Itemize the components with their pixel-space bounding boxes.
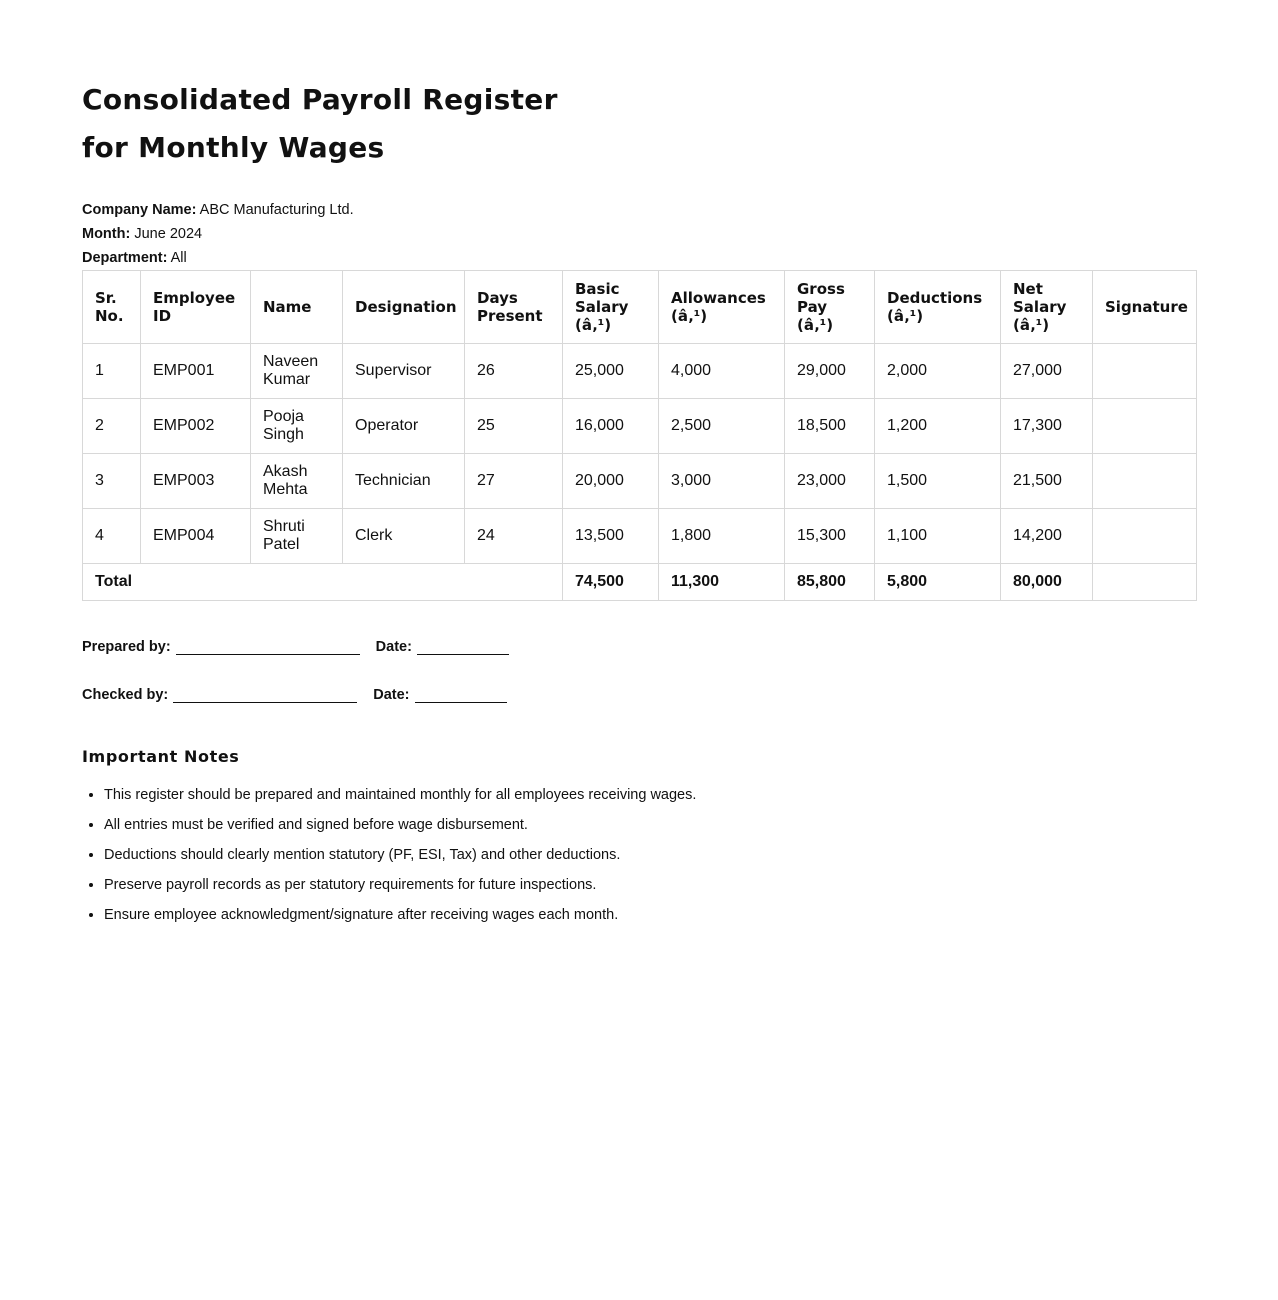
header-label: Days Present bbox=[477, 289, 543, 325]
cell-basic-salary: 13,500 bbox=[563, 509, 659, 564]
document-meta bbox=[82, 198, 1196, 270]
table-header-row bbox=[83, 271, 1197, 344]
cell-deductions: 2,000 bbox=[875, 344, 1001, 399]
company-label: Company Name: bbox=[82, 202, 197, 218]
cell-sr-no: 1 bbox=[83, 344, 141, 399]
total-gross: 85,800 bbox=[785, 564, 875, 601]
month-row bbox=[82, 222, 1196, 246]
company-row bbox=[82, 198, 1196, 222]
prepared-by-signature-line[interactable] bbox=[176, 640, 360, 655]
checked-by-signature-line[interactable] bbox=[173, 688, 357, 703]
cell-employee-id: EMP001 bbox=[141, 344, 251, 399]
cell-days-present: 25 bbox=[465, 399, 563, 454]
cell-signature[interactable] bbox=[1093, 344, 1197, 399]
header-label: Basic Salary (â‚¹) bbox=[575, 280, 629, 334]
header-allowances bbox=[659, 271, 785, 344]
cell-gross-pay: 15,300 bbox=[785, 509, 875, 564]
cell-deductions: 1,500 bbox=[875, 454, 1001, 509]
prepared-date-label: Date: bbox=[375, 639, 412, 655]
header-sr-no bbox=[83, 271, 141, 344]
header-gross-pay bbox=[785, 271, 875, 344]
cell-allowances: 1,800 bbox=[659, 509, 785, 564]
cell-designation: Technician bbox=[343, 454, 465, 509]
prepared-date-line[interactable] bbox=[417, 640, 509, 655]
header-deductions bbox=[875, 271, 1001, 344]
cell-allowances: 2,500 bbox=[659, 399, 785, 454]
header-label: Designation bbox=[355, 298, 457, 316]
header-label: Net Salary (â‚¹) bbox=[1013, 280, 1067, 334]
checked-by-row bbox=[82, 683, 1196, 703]
cell-deductions: 1,100 bbox=[875, 509, 1001, 564]
header-net-salary bbox=[1001, 271, 1093, 344]
total-net: 80,000 bbox=[1001, 564, 1093, 601]
cell-employee-id: EMP004 bbox=[141, 509, 251, 564]
total-label: Total bbox=[83, 564, 563, 601]
header-basic-salary bbox=[563, 271, 659, 344]
cell-deductions: 1,200 bbox=[875, 399, 1001, 454]
table-row bbox=[83, 509, 1197, 564]
cell-designation: Operator bbox=[343, 399, 465, 454]
list-item: • All entries must be verified and signed before wage disbursement. bbox=[104, 810, 1196, 840]
cell-allowances: 3,000 bbox=[659, 454, 785, 509]
header-designation bbox=[343, 271, 465, 344]
header-label: Signature bbox=[1105, 298, 1188, 316]
table-row bbox=[83, 454, 1197, 509]
header-label: Deductions (â‚¹) bbox=[887, 289, 983, 325]
list-item: • Preserve payroll records as per statutory requirements for future inspections. bbox=[104, 870, 1196, 900]
title-line-2: for Monthly Wages bbox=[82, 131, 385, 164]
payroll-table-body bbox=[83, 344, 1197, 564]
total-allowances: 11,300 bbox=[659, 564, 785, 601]
header-label: Name bbox=[263, 298, 312, 316]
month-label: Month: bbox=[82, 226, 131, 242]
header-days-present bbox=[465, 271, 563, 344]
prepared-by-label: Prepared by: bbox=[82, 639, 171, 655]
cell-employee-id: EMP002 bbox=[141, 399, 251, 454]
payroll-table bbox=[82, 270, 1197, 601]
cell-gross-pay: 29,000 bbox=[785, 344, 875, 399]
department-row bbox=[82, 246, 1196, 270]
total-signature bbox=[1093, 564, 1197, 601]
cell-name: Akash Mehta bbox=[251, 454, 343, 509]
notes-list bbox=[82, 780, 1196, 930]
cell-gross-pay: 18,500 bbox=[785, 399, 875, 454]
cell-designation: Supervisor bbox=[343, 344, 465, 399]
cell-days-present: 27 bbox=[465, 454, 563, 509]
cell-net-salary: 17,300 bbox=[1001, 399, 1093, 454]
cell-days-present: 26 bbox=[465, 344, 563, 399]
table-row bbox=[83, 344, 1197, 399]
cell-basic-salary: 16,000 bbox=[563, 399, 659, 454]
page-title bbox=[82, 76, 1196, 172]
cell-name: Pooja Singh bbox=[251, 399, 343, 454]
cell-net-salary: 27,000 bbox=[1001, 344, 1093, 399]
header-label: Allowances (â‚¹) bbox=[671, 289, 766, 325]
header-name bbox=[251, 271, 343, 344]
cell-sr-no: 4 bbox=[83, 509, 141, 564]
cell-allowances: 4,000 bbox=[659, 344, 785, 399]
list-item: • Deductions should clearly mention statutory (PF, ESI, Tax) and other deductions. bbox=[104, 840, 1196, 870]
cell-sr-no: 3 bbox=[83, 454, 141, 509]
cell-basic-salary: 25,000 bbox=[563, 344, 659, 399]
header-signature bbox=[1093, 271, 1197, 344]
cell-signature[interactable] bbox=[1093, 509, 1197, 564]
cell-days-present: 24 bbox=[465, 509, 563, 564]
header-label: Sr. No. bbox=[95, 289, 124, 325]
checked-date-label: Date: bbox=[373, 687, 410, 703]
list-item: • Ensure employee acknowledgment/signature after receiving wages each month. bbox=[104, 900, 1196, 930]
department-value: All bbox=[170, 250, 187, 266]
cell-net-salary: 14,200 bbox=[1001, 509, 1093, 564]
payroll-document bbox=[82, 76, 1196, 930]
total-row bbox=[83, 564, 1197, 601]
department-label: Department: bbox=[82, 250, 168, 266]
title-line-1: Consolidated Payroll Register bbox=[82, 83, 558, 116]
table-row bbox=[83, 399, 1197, 454]
company-value: ABC Manufacturing Ltd. bbox=[199, 202, 354, 218]
header-employee-id bbox=[141, 271, 251, 344]
month-value: June 2024 bbox=[134, 226, 203, 242]
checked-by-label: Checked by: bbox=[82, 687, 169, 703]
cell-name: Shruti Patel bbox=[251, 509, 343, 564]
cell-designation: Clerk bbox=[343, 509, 465, 564]
cell-net-salary: 21,500 bbox=[1001, 454, 1093, 509]
header-label: Gross Pay (â‚¹) bbox=[797, 280, 845, 334]
cell-name: Naveen Kumar bbox=[251, 344, 343, 399]
cell-signature[interactable] bbox=[1093, 454, 1197, 509]
header-label: Employee ID bbox=[153, 289, 236, 325]
total-deductions: 5,800 bbox=[875, 564, 1001, 601]
cell-basic-salary: 20,000 bbox=[563, 454, 659, 509]
cell-sr-no: 2 bbox=[83, 399, 141, 454]
cell-signature[interactable] bbox=[1093, 399, 1197, 454]
prepared-by-row bbox=[82, 635, 1196, 655]
cell-gross-pay: 23,000 bbox=[785, 454, 875, 509]
notes-title: Important Notes bbox=[82, 747, 240, 766]
cell-employee-id: EMP003 bbox=[141, 454, 251, 509]
checked-date-line[interactable] bbox=[415, 688, 507, 703]
total-basic: 74,500 bbox=[563, 564, 659, 601]
list-item: • This register should be prepared and maintained monthly for all employees receiving wages. bbox=[104, 780, 1196, 810]
